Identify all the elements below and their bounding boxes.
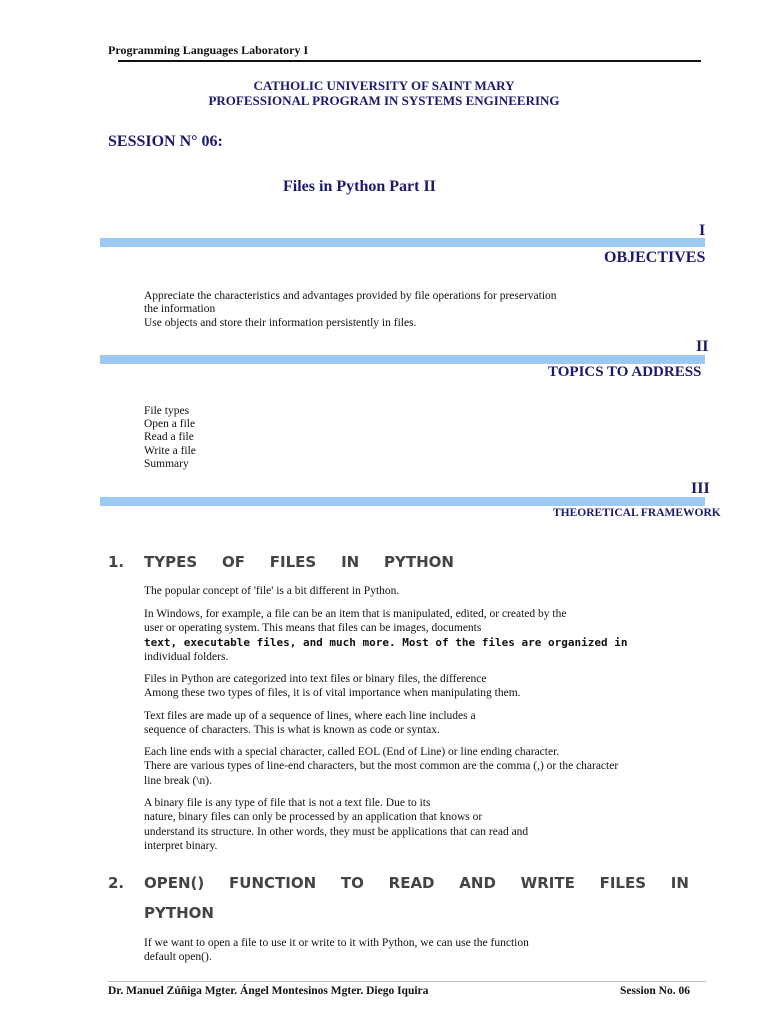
objective-item: Appreciate the characteristics and advantages provided by file operations for preservation [144, 290, 557, 302]
section-title-framework: THEORETICAL FRAMEWORK [553, 507, 721, 519]
paragraph-line: In Windows, for example, a file can be an item that is manipulated, edited, or created by the [144, 608, 567, 620]
heading-word: AND [459, 874, 496, 892]
heading-word: OF [221, 553, 245, 571]
paragraph-line: Files in Python are categorized into text files or binary files, the difference [144, 673, 487, 685]
heading-word: FUNCTION [229, 874, 317, 892]
objective-item-cont: the information [144, 303, 216, 315]
paragraph-line: If we want to open a file to use it or write to it with Python, we can use the function [144, 937, 529, 949]
paragraph-line: A binary file is any type of file that is not a text file. Due to its [144, 797, 431, 809]
footer-session: Session No. 06 [620, 985, 690, 997]
topic-item: Read a file [144, 431, 194, 443]
section-band-2 [100, 355, 705, 364]
paragraph-line: There are various types of line-end characters, but the most common are the comma (,) or the character [144, 760, 619, 772]
topic-item: File types [144, 405, 190, 417]
heading-word: PYTHON [384, 553, 454, 571]
document-title: Files in Python Part II [283, 178, 436, 195]
section-title-objectives: OBJECTIVES [604, 249, 706, 266]
heading-number-2: 2. [108, 874, 125, 892]
heading-word: WRITE [520, 874, 575, 892]
section-number-1: I [699, 222, 706, 239]
session-label: SESSION N° 06: [108, 133, 223, 150]
header-rule [118, 60, 701, 62]
paragraph-line: Text files are made up of a sequence of lines, where each line includes a [144, 710, 476, 722]
paragraph-line: default open(). [144, 951, 212, 963]
paragraph-line-bold: text, executable files, and much more. Most of the files are organized in [144, 636, 628, 649]
section-band-1 [100, 238, 705, 247]
section-band-3 [100, 497, 705, 506]
heading-word: TO [340, 874, 364, 892]
objective-item: Use objects and store their information persistently in files. [144, 317, 417, 329]
heading-word: FILES [269, 553, 317, 571]
heading-number-1: 1. [108, 553, 125, 571]
heading-word: TYPES [144, 553, 198, 571]
heading-word: READ [388, 874, 435, 892]
heading-word: IN [341, 553, 360, 571]
heading-open-function [144, 874, 689, 892]
footer-authors: Dr. Manuel Zúñiga Mgter. Ángel Montesinos Mgter. Diego Iquira [108, 985, 429, 997]
paragraph-line: The popular concept of 'file' is a bit different in Python. [144, 585, 400, 597]
paragraph-line: individual folders. [144, 651, 229, 663]
topic-item: Open a file [144, 418, 196, 430]
paragraph-line: Each line ends with a special character, called EOL (End of Line) or line ending character. [144, 746, 560, 758]
heading-word: OPEN() [144, 874, 205, 892]
heading-continuation: PYTHON [144, 904, 214, 922]
course-header: Programming Languages Laboratory I [108, 43, 309, 57]
section-number-2: II [696, 338, 709, 355]
paragraph-line: Among these two types of files, it is of vital importance when manipulating them. [144, 687, 521, 699]
heading-types-of-files [144, 553, 454, 571]
heading-word: IN [670, 874, 689, 892]
paragraph-line: interpret binary. [144, 840, 218, 852]
paragraph-line: line break (\n). [144, 775, 213, 787]
paragraph-line: understand its structure. In other words, they must be applications that can read and [144, 826, 529, 838]
heading-word: FILES [599, 874, 647, 892]
footer-rule [108, 981, 706, 982]
topic-item: Summary [144, 458, 189, 470]
paragraph-line: user or operating system. This means that files can be images, documents [144, 622, 482, 634]
program-name: PROFESSIONAL PROGRAM IN SYSTEMS ENGINEERING [208, 93, 560, 108]
paragraph-line: sequence of characters. This is what is known as code or syntax. [144, 724, 440, 736]
section-number-3: III [691, 480, 710, 497]
university-name: CATHOLIC UNIVERSITY OF SAINT MARY [253, 78, 515, 93]
paragraph-line: nature, binary files can only be processed by an application that knows or [144, 811, 483, 823]
section-title-topics: TOPICS TO ADDRESS [548, 364, 702, 380]
topic-item: Write a file [144, 445, 196, 457]
